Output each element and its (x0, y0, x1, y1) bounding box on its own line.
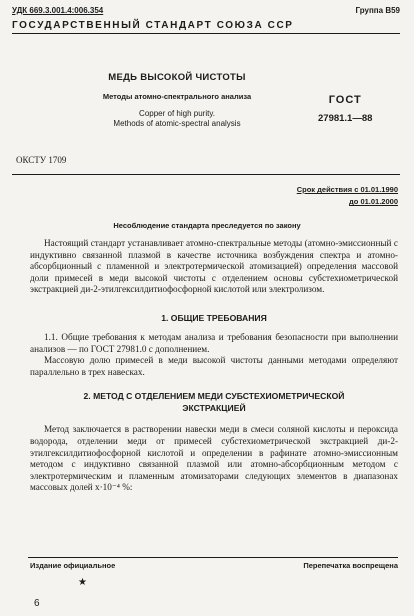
reprint-prohibited-label: Перепечатка воспрещена (303, 561, 398, 570)
section-2-paragraph-1: Метод заключается в растворении навески меди в смеси соляной кислоты и пероксида водорода, отделении меди от примесей субстехиометрической экстракцией ди-2-этилгексилдитиофосфорной кислотой и определении в рафинате атомно-эмиссионным методом с индуктивно связанной плазмой или атомно-абсорбционным методом с электротермическим и пламенным атомизаторами следующих элементов в диапазонах массовых долей x·10⁻⁴ %: (30, 424, 398, 493)
validity-period (297, 184, 398, 208)
english-title-line-1: Copper of high purity. (139, 109, 215, 118)
page-number: 6 (34, 598, 40, 609)
group-code: Группа В59 (355, 6, 400, 15)
section-1-paragraph-2: Массовую долю примесей в меди высокой чистоты данными методами определяют параллельно в трех навесках. (30, 355, 398, 377)
english-title-line-2: Methods of atomic-spectral analysis (113, 119, 241, 128)
russian-subtitle: Методы атомно-спектрального анализа (102, 92, 252, 101)
state-standard-line: ГОСУДАРСТВЕННЫЙ СТАНДАРТ СОЮЗА ССР (12, 20, 400, 34)
divider-line (12, 174, 400, 175)
section-1-paragraph-1: 1.1. Общие требования к методам анализа и требования безопасности при выполнении анализов — по ГОСТ 27981.0 с дополнением. (30, 331, 398, 354)
official-edition-label: Издание официальное (30, 561, 116, 570)
section-2-heading (30, 390, 398, 414)
legal-notice: Несоблюдение стандарта преследуется по закону (113, 221, 301, 230)
gost-number: 27981.1—88 (318, 113, 373, 124)
validity-from: Срок действия с 01.01.1990 (296, 185, 398, 194)
udk-code: УДК 669.3.001.4:006.354 (12, 6, 104, 15)
intro-paragraph: Настоящий стандарт устанавливает атомно-спектральные методы (атомно-эмиссионный с индуктивно связанной плазмой в качестве источника возбуждения спектра и атомно-абсорбционный с пламенной и электротермической атомизацией) определения массовой доли примесей в меди высокой чистоты с отделением основы субстехиометрической экстракцией ди-2-этилгексилдитиофосфорной кислотой или электролизом. (30, 238, 398, 295)
star-icon: ★ (78, 577, 87, 588)
footer (30, 561, 398, 570)
title-block (72, 72, 282, 129)
footer-divider (28, 557, 398, 558)
russian-title: МЕДЬ ВЫСОКОЙ ЧИСТОТЫ (108, 72, 246, 83)
document-body (30, 238, 398, 494)
section-1-heading: 1. ОБЩИЕ ТРЕБОВАНИЯ (161, 312, 267, 323)
gost-label: ГОСТ (328, 94, 362, 106)
header-top (12, 6, 400, 15)
gost-designation (318, 94, 372, 124)
section-2-heading-line-2: ЭКСТРАКЦИЕЙ (182, 403, 246, 414)
section-2-heading-line-1: 2. МЕТОД С ОТДЕЛЕНИЕМ МЕДИ СУБСТЕХИОМЕТРИЧЕСКОЙ (83, 391, 345, 402)
okstu-code: ОКСТУ 1709 (16, 155, 67, 165)
validity-to: до 01.01.2000 (349, 197, 398, 206)
